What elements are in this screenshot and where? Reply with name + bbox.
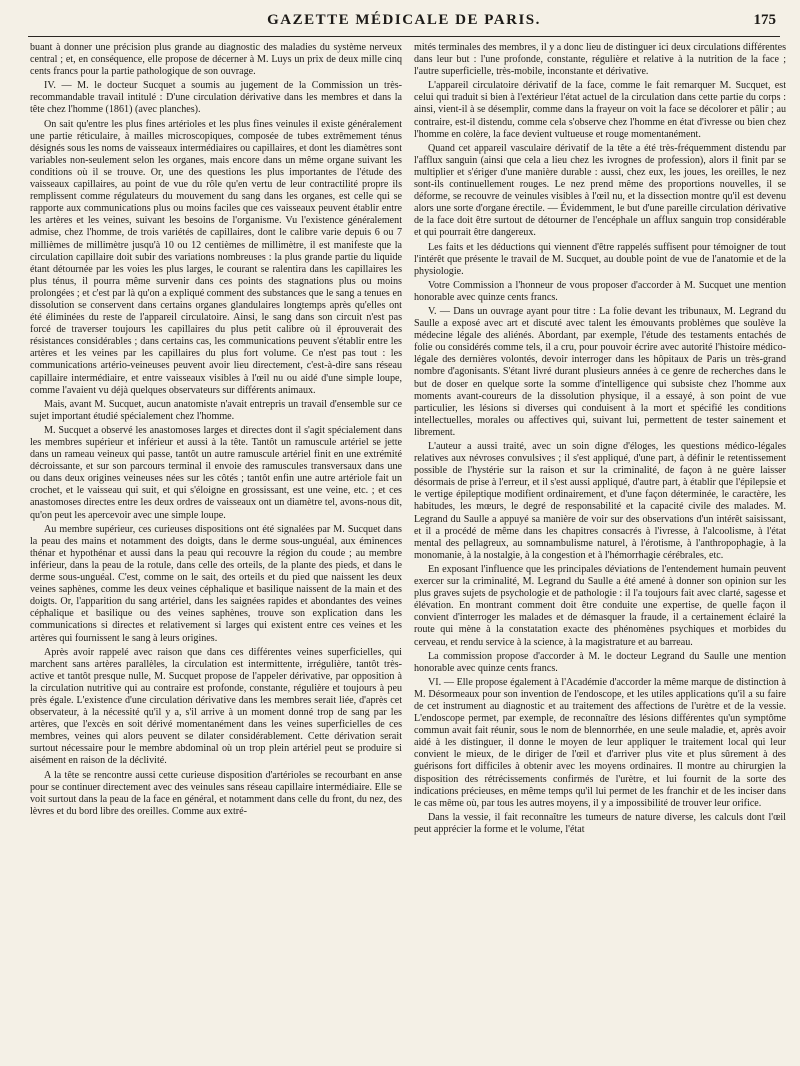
- paragraph: En exposant l'influence que les principales déviations de l'entendement humain peuvent exercer sur la criminalité, M. Legrand du Saulle a été amené à donner son opinion sur les plus graves sujets de psychologie et de pathologie : il l'a toujours fait avec clarté, sagesse et élévation. En montrant comment doit être conduite une expertise, de quelle façon il convient d'interroger les malades et de démasquer la fraude, il a certainement éclairé la route qui mène à la constatation exacte des phénomènes psychiques et morbides du cerveau, et rendu service à la science, à la magistrature et au barreau.: [414, 563, 786, 648]
- left-column: [30, 42, 402, 1060]
- paragraph: Quand cet appareil vasculaire dérivatif de la tête a été très-fréquemment distendu par l'afflux sanguin (ainsi que cela a lieu chez les ivrognes de profession), alors il finit par se multiplier et s'ériger d'une manière durable : aussi, chez eux, les joues, les oreilles, le nez sont-ils continuellement rouges. Le nez prend même des proportions nouvelles, il se déforme, se recouvre de veinules visibles à l'œil nu, et la dissection montre qu'il est devenu alors une sorte d'organe érectile. — Évidemment, le but d'une pareille circulation dérivative de la face doit être surtout de détourner de l'encéphale un afflux sanguin trop considérable et qui pourrait être dangereux.: [414, 142, 786, 239]
- section-v: V. — Dans un ouvrage ayant pour titre : La folie devant les tribunaux, M. Legrand du Saulle a exposé avec art et discuté avec talent les émouvants problèmes que soulève la médecine légale des aliénés. Abordant, par exemple, l'étude des testaments entachés de folie ou considérés comme tels, il a cru, pour pouvoir écrire avec autorité l'histoire médico-légale des dernières volontés, devoir interroger dans les hôpitaux de Paris un très-grand nombre d'agonisants. S'étant livré durant plusieurs années à ce genre de recherches dans le but de doser en quelque sorte la somme d'intelligence qui subsiste chez l'homme aux moments avant-coureurs de la dissolution physique, il a essayé, à son point de vue particulier, les lésions si diverses qui conduisent à la mort et spécifié les conditions intellectuelles, morales ou affectives qui, suivant lui, permettent de tester sainement et librement.: [414, 305, 786, 438]
- paragraph: Dans la vessie, il fait reconnaître les tumeurs de nature diverse, les calculs dont l'œil peut apprécier la forme et le volume, l'état: [414, 811, 786, 835]
- paragraph: buant à donner une précision plus grande au diagnostic des maladies du système nerveux central ; et, en conséquence, elle propose de décerner à M. Luys un prix de deux mille cinq cents francs pour la partie pathologique de son ouvrage.: [30, 42, 402, 78]
- right-column: [414, 42, 786, 1060]
- section-vi: VI. — Elle propose également à l'Académie d'accorder la même marque de distinction à M. Désormeaux pour son invention de l'endoscope, et les utiles applications qu'il a su faire de cet instrument au diagnostic et au traitement des affections de l'urètre et de la vessie. L'endoscope permet, par exemple, de reconnaître des lésions différentes qu'un symptôme commun avait fait réunir, sous le nom de blennorrhée, en une seule maladie, et, après avoir aidé à les distinguer, il donne le moyen de leur appliquer le traitement local qui leur convient le mieux, de le diriger de l'œil et d'arriver plus vite et plus sûrement à des guérisons fort difficiles à obtenir avec les moyens ordinaires. Il montre au chirurgien la disposition des rétrécissements confirmés de l'urètre, et lui fournit de la sorte des indications précieuses, en même temps qu'il lui permet de les franchir et de les inciser dans le cas même où, par tous les autres moyens, il y a impossibilité de trouver leur orifice.: [414, 676, 786, 809]
- page-header: [28, 10, 780, 37]
- paragraph: Mais, avant M. Sucquet, aucun anatomiste n'avait entrepris un travail d'ensemble sur ce sujet important étudié spécialement chez l'homme.: [30, 398, 402, 422]
- paragraph: Après avoir rappelé avec raison que dans ces différentes veines superficielles, qui marchent sans artères parallèles, la circulation est intermittente, irrégulière, tantôt très-active et tantôt presque nulle, M. Sucquet propose de l'appeler dérivative, par opposition à la circulation nutritive qui au contraire est profonde, constante, régulière et toujours à peu près égale. L'existence d'une circulation dérivative dans les membres serait liée, d'après cet observateur, à la nécessité qu'il y a, s'il arrive à un moment donné trop de sang par les artères, que l'excès en soit dérivé momentanément dans les veines superficielles de ces membres, veines qui alors peuvent se dilater considérablement. Cette dérivation serait surtout nécessaire pour le membre abdominal où un trop plein artériel peut se produire si aisément en raison de la déclivité.: [30, 646, 402, 767]
- paragraph: Votre Commission a l'honneur de vous proposer d'accorder à M. Sucquet une mention honorable avec quinze cents francs.: [414, 279, 786, 303]
- paragraph: Les faits et les déductions qui viennent d'être rappelés suffisent pour témoigner de tout l'intérêt que présente le travail de M. Sucquet, au double point de vue de l'anatomie et de la physiologie.: [414, 241, 786, 277]
- paragraph: Au membre supérieur, ces curieuses dispositions ont été signalées par M. Sucquet dans la peau des mains et notamment des doigts, dans le derme sous-unguéal, aux éminences thénar et hypothénar et aussi dans la peau qui recouvre la région du coude ; au membre inférieur, dans la peau de la rotule, dans celle des orteils, de la plante des pieds, et dans le derme sous-unguéal. C'est, comme on le sait, des orteils et du pied que naissent les deux veines saphènes, comme les deux veines céphalique et basilique naissent de la main et des doigts. Or, l'apparition du sang artériel, dans les saignées rapides et abondantes des veines céphalique et basilique ou des veines saphènes, trouve son explication dans les communications si directes et relativement si larges qui existent entre ces veines et les artères qui fournissent le sang à leurs origines.: [30, 523, 402, 644]
- paragraph: L'auteur a aussi traité, avec un soin digne d'éloges, les questions médico-légales relatives aux névroses convulsives ; il s'est appliqué, d'une part, à définir le retentissement possible de l'hystérie sur la raison et sur la criminalité, de façon à ne guère laisser désormais de prise à l'erreur, et il s'est aussi appliqué, d'autre part, à établir que l'épilepsie et le vertige épileptique modifient ordinairement, et d'une façon déterminée, le caractère, les habitudes, les mœurs, le degré de responsabilité et la capacité civile des malades. M. Legrand du Saulle a appuyé sa manière de voir sur des observations d'un intérêt saisissant, et il a procédé de même dans les chapitres consacrés à l'ivresse, à l'alcoolisme, à l'état mental des pellagreux, au somnambulisme naturel, à l'érotisme, à l'anthropophagie, à la monomanie, à la nostalgie, à la congestion et à l'hémorrhagie cérébrales, etc.: [414, 441, 786, 561]
- paragraph: L'appareil circulatoire dérivatif de la face, comme le fait remarquer M. Sucquet, est celui qui traduit si bien à l'extérieur l'état actuel de la circulation dans cette partie du corps : ainsi, vient-il à se désemplir, comme dans la frayeur on voit la face se décolorer et pâlir ; au contraire, est-il distendu, comme cela s'observe chez l'homme en état d'ivresse ou bien chez l'homme en colère, la face devient vultueuse et rouge momentanément.: [414, 80, 786, 140]
- section-iv: IV. — M. le docteur Sucquet a soumis au jugement de la Commission un très-recommandable travail intitulé : D'une circulation dérivative dans les membres et dans la tête chez l'homme (1861) (avec planches).: [30, 80, 402, 116]
- running-title: GAZETTE MÉDICALE DE PARIS.: [267, 12, 541, 28]
- paragraph: La commission propose d'accorder à M. le docteur Legrand du Saulle une mention honorable avec quinze cents francs.: [414, 650, 786, 674]
- page-number: 175: [753, 12, 776, 28]
- paragraph: M. Sucquet a observé les anastomoses larges et directes dont il s'agit spécialement dans les membres supérieur et inférieur et aussi à la tête. Tantôt un ramuscule artériel se jette dans un rameau veineux qui passe, tantôt un autre ramuscule artériel finit en une extrémité décroissante, et sur son parcours terminal il envoie des ramuscules transversaux dans une ou dans deux origines veineuses nées sur les côtés ; tantôt enfin une autre artériole fait un crochet, et le vaisseau qui suit, et qui s'éloigne en grossissant, est une veine, etc. ; et ces anastomoses directes entre les deux ordres de vaisseaux ont un diamètre tel, avons-nous dit, qu'on peut les apercevoir avec une simple loupe.: [30, 424, 402, 521]
- paragraph: On sait qu'entre les plus fines artérioles et les plus fines veinules il existe généralement une partie réticulaire, à mailles microscopiques, composée de tubes extrêmement ténus désignés sous les noms de vaisseaux intermédiaires ou capillaires, et dont les diamètres sont variables non-seulement selon les organes, mais encore dans un même organe suivant les conditions où il se trouve. Or, une des questions les plus importantes de l'étude des vaisseaux capillaires, au point de vue du rôle qu'en vertu de leur contractilité propre ils remplissent comme régulateurs du mouvement du sang dans les organes, est celle qui se rapporte aux communications plus ou moins faciles que ces vaisseaux peuvent établir entre les artères et les veines, suivant les besoins de l'organisme. Vu l'existence généralement admise, chez l'homme, de trois variétés de capillaires, dont le calibre varie depuis 6 ou 7 millièmes de millimètre jusqu'à 10 ou 12 centièmes de millimètre, il est manifeste que la circulation capillaire doit subir des variations nombreuses : la plus grande partie du liquide étant détournée par les voies les plus larges, le courant se ralentira dans les capillaires les plus ténus, il pourra même survenir dans ces points des stagnations plus ou moins prolongées ; et c'est par là qu'on a expliqué comment des substances que le sang a tenues en dissolution se conservent dans certains organes glandulaires longtemps après qu'elles ont été éliminées du reste de l'appareil circulatoire. Ainsi, le sang dans son circuit n'est pas forcé de traverser toujours les capillaires du plus petit calibre où il éprouverait des résistances considérables ; dans certains cas, les communications peuvent s'établir entre les artères et les veines par les capillaires du plus fort volume. Ce n'est pas tout : les communications artério-veineuses peuvent avoir lieu directement, c'est-à-dire sans réseau capillaire intermédiaire, et entre vaisseaux visibles à l'œil nu ou aidé d'une simple loupe, comme l'avaient vu déjà quelques observateurs sur différents animaux.: [30, 118, 402, 396]
- paragraph: A la tête se rencontre aussi cette curieuse disposition d'artérioles se recourbant en anse pour se continuer directement avec des veinules sans réseau capillaire intermédiaire. Elle se voit surtout dans la peau de la face en général, et notamment dans celle du front, du nez, des lèvres et du bord libre des oreilles. Comme aux extré-: [30, 769, 402, 817]
- paragraph: mités terminales des membres, il y a donc lieu de distinguer ici deux circulations différentes dans leur but : l'une profonde, constante, régulière et relative à la nutrition de la face ; l'autre superficielle, très-mobile, inconstante et dérivative.: [414, 42, 786, 78]
